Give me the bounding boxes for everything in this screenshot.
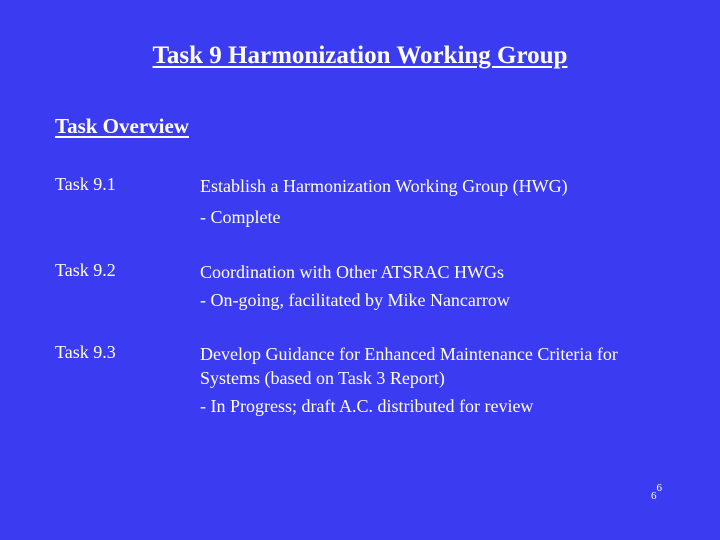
task-status: - Complete [200,207,281,227]
task-detail [200,260,680,312]
task-status: - In Progress; draft A.C. distributed for review [200,396,534,416]
page-number-main: 6 [651,490,657,502]
page-number [651,482,662,502]
section-heading-task-overview: Task Overview [55,114,189,138]
task-description: Establish a Harmonization Working Group (HWG) [200,176,568,196]
task-detail [200,342,680,418]
task-detail [200,174,680,229]
task-status: - On-going, facilitated by Mike Nancarrow [200,290,510,310]
task-description: Develop Guidance for Enhanced Maintenance Criteria for Systems (based on Task 3 Report) [200,344,618,388]
task-id: Task 9.2 [55,260,116,280]
slide-title: Task 9 Harmonization Working Group [152,42,568,69]
task-description: Coordination with Other ATSRAC HWGs [200,262,504,282]
task-id: Task 9.1 [55,174,116,194]
page-number-superscript: 6 [656,482,662,494]
task-id: Task 9.3 [55,342,116,362]
